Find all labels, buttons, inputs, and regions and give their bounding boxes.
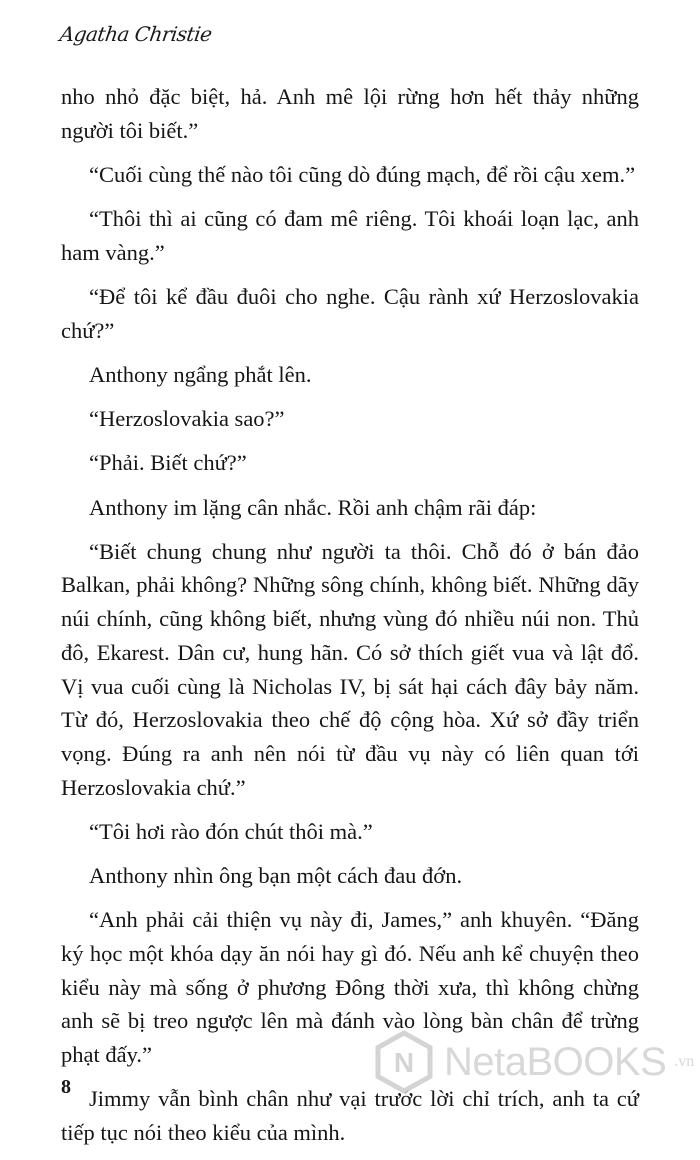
paragraph: nho nhỏ đặc biệt, hả. Anh mê lội rừng hơn hết thảy những người tôi biết.” (61, 84, 639, 143)
logo-letter: N (393, 1047, 415, 1078)
paragraph: “Herzoslovakia sao?” (89, 406, 285, 432)
watermark (372, 1022, 694, 1102)
watermark-brand: NetaBOOKS (444, 1039, 667, 1084)
paragraph: “Thôi thì ai cũng có đam mê riêng. Tôi khoái loạn lạc, anh ham vàng.” (61, 206, 639, 265)
paragraph: “Anh phải cải thiện vụ này đi, James,” anh khuyên. “Đăng ký học một khóa dạy ăn nói hay gì đó. Nếu anh kể chuyện theo kiểu này mà sống ở phương Đông thời xưa, thì không chừng anh sẽ bị treo ngược lên mà đánh vào lòng bàn chân để trừng phạt đấy.” (61, 907, 639, 1068)
paragraph: “Tôi hơi rào đón chút thôi mà.” (89, 818, 373, 844)
paragraph: “Phải. Biết chứ?” (89, 450, 247, 476)
watermark-suffix: .vn (674, 1053, 695, 1070)
author-signature: Agatha Christie (58, 22, 214, 46)
paragraph: Anthony im lặng cân nhắc. Rồi anh chậm rãi đáp: (89, 494, 537, 520)
paragraph: “Biết chung chung như người ta thôi. Chỗ đó ở bán đảo Balkan, phải không? Những sông chính, không biết. Những dãy núi chính, cũng không biết, nhưng vùng đó nhiều núi non. Thủ đô, Ekarest. Dân cư, hung hãn. Có sở thích giết vua và lật đổ. Vị vua cuối cùng là Nicholas IV, bị sát hại cách đây bảy năm. Từ đó, Herzoslovakia theo chế độ cộng hòa. Xứ sở đầy triển vọng. Đúng ra anh nên nói từ đầu vụ này có liên quan tới Herzoslovakia chứ.” (61, 538, 639, 800)
paragraph: Jimmy vẫn bình chân như vại trước lời chỉ trích, anh ta cứ tiếp tục nói theo kiểu của mình. (61, 1086, 639, 1145)
body-text (61, 80, 639, 1160)
paragraph: Anthony nhìn ông bạn một cách đau đớn. (89, 863, 463, 889)
page-number: 8 (61, 1076, 71, 1098)
paragraph: “Cuối cùng thế nào tôi cũng dò đúng mạch, để rồi cậu xem.” (89, 161, 636, 187)
paragraph: “Để tôi kể đầu đuôi cho nghe. Cậu rành xứ Herzoslovakia chứ?” (61, 284, 639, 343)
paragraph: Anthony ngẩng phắt lên. (89, 361, 312, 387)
netabooks-logo-icon (372, 1030, 436, 1094)
